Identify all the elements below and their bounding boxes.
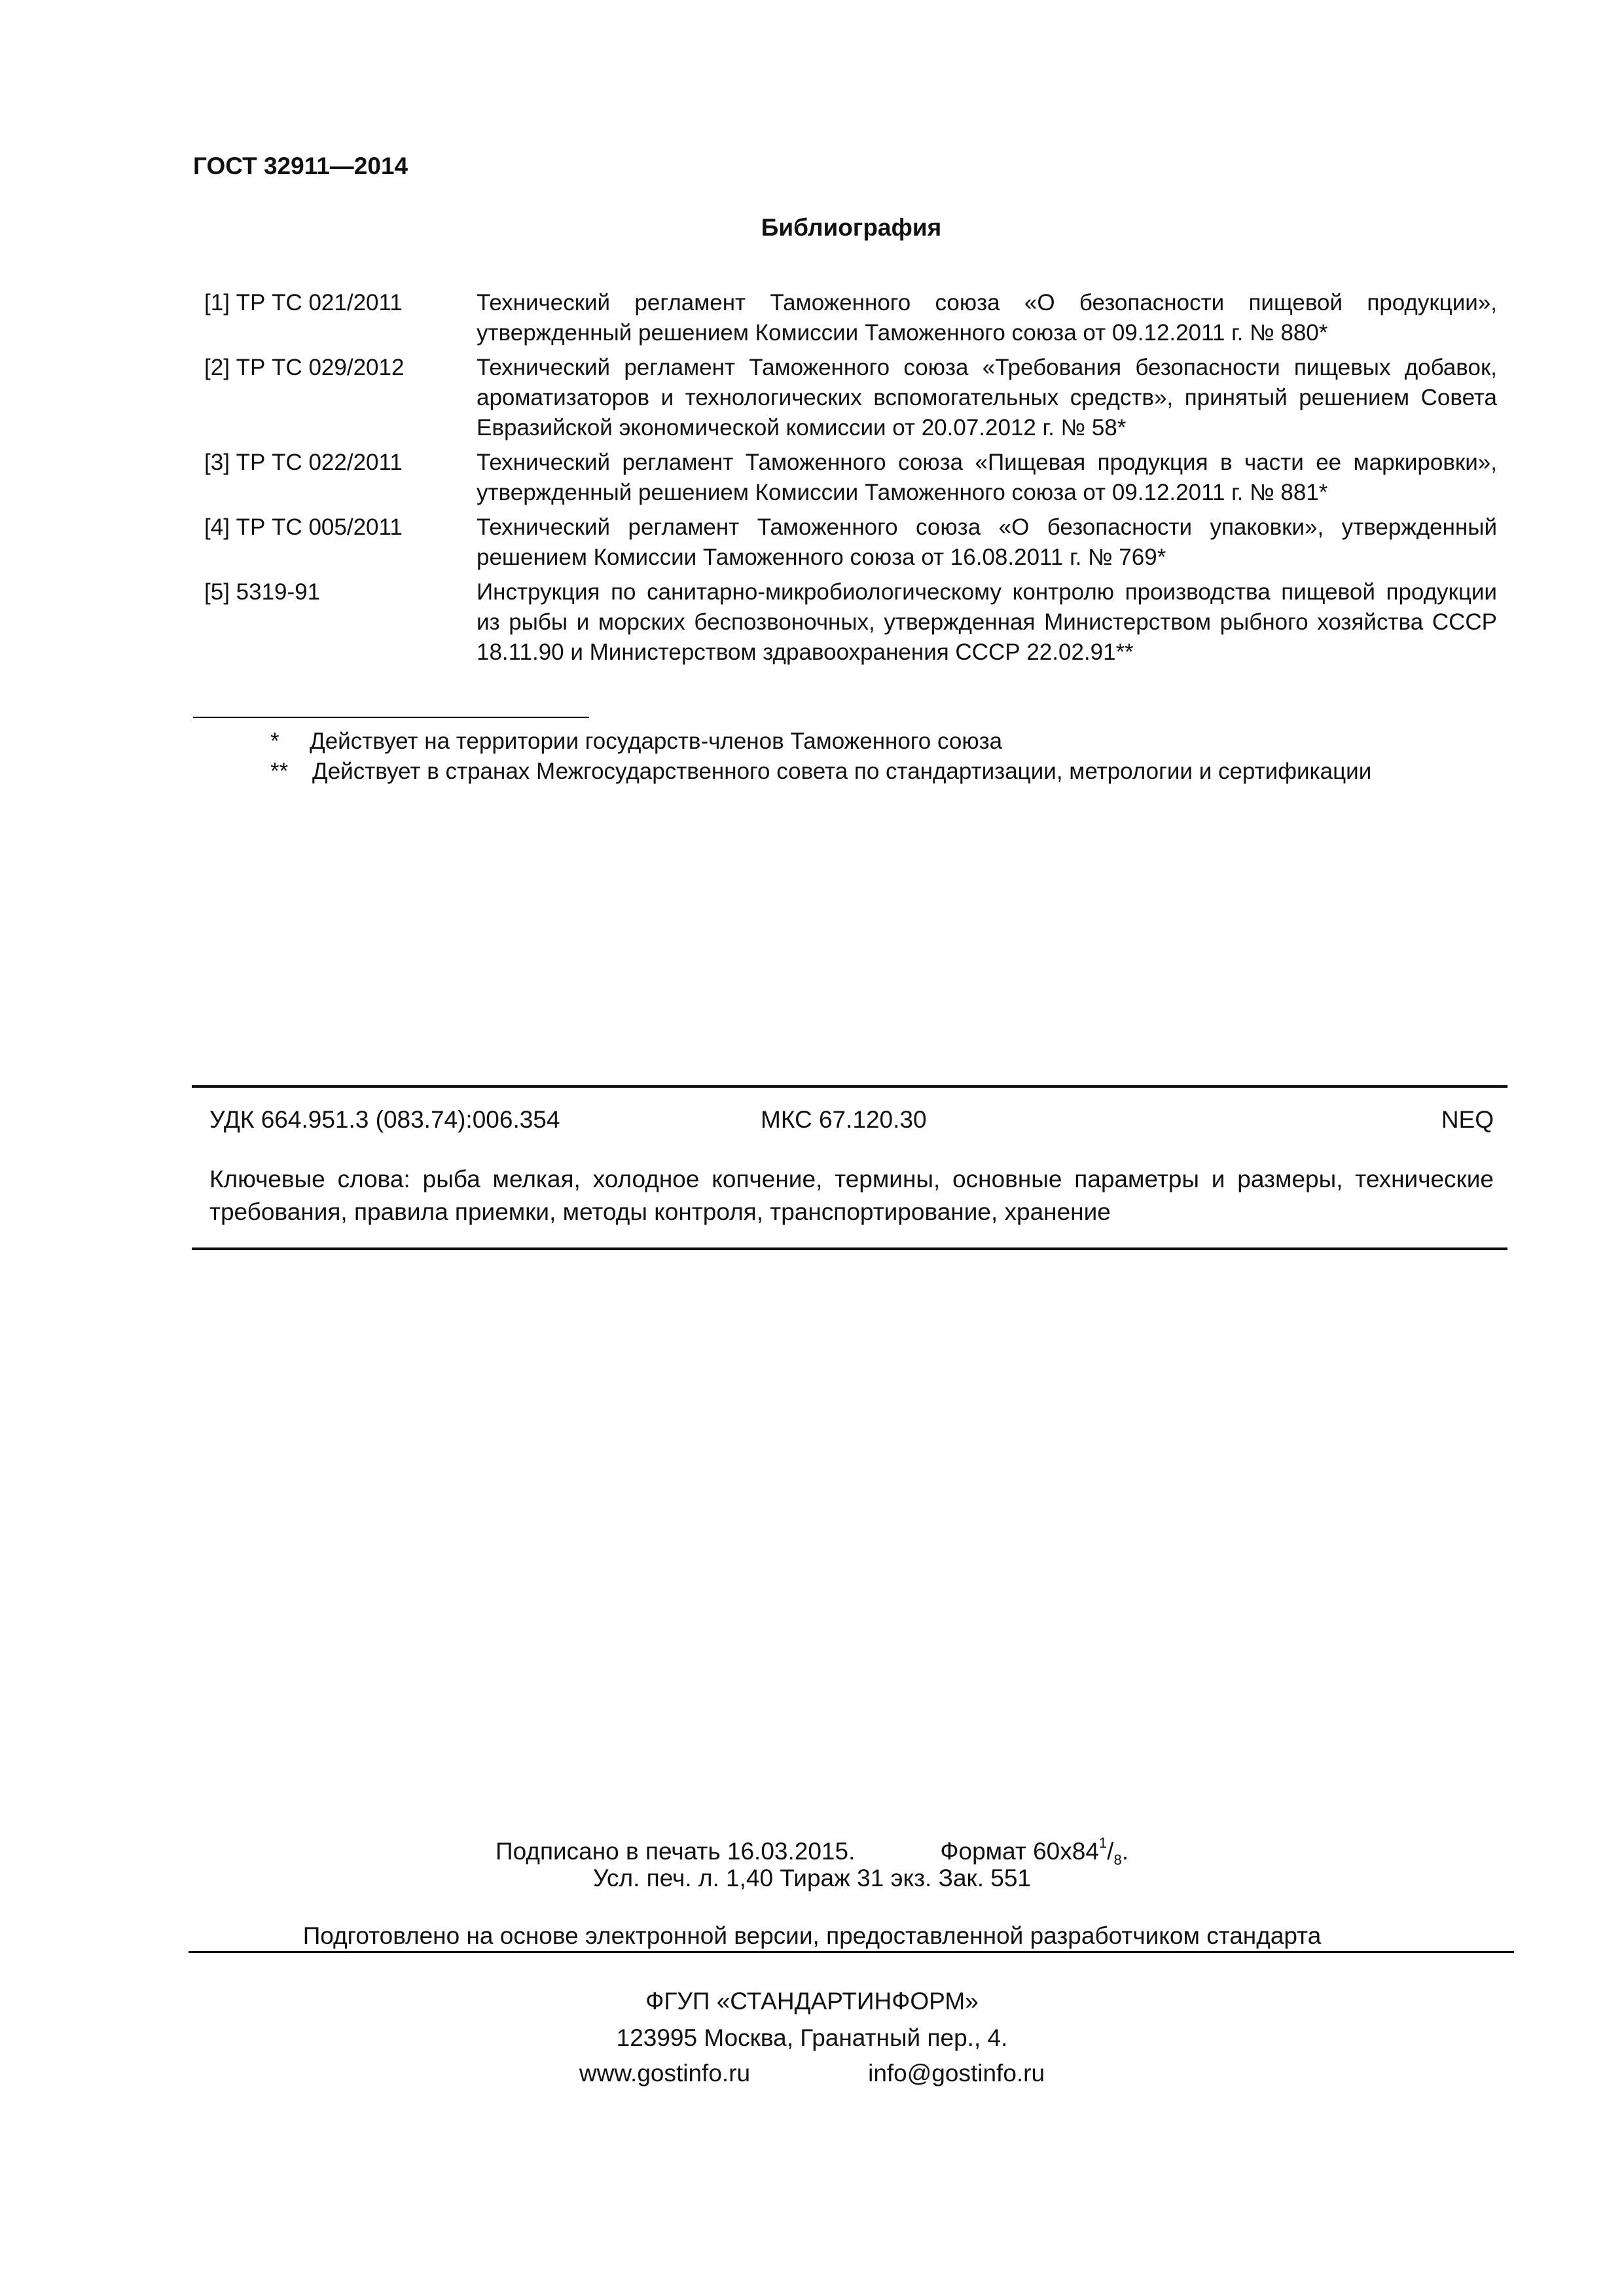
entry-ref: [5] 5319-91 [204,579,321,605]
signed-date: Подписано в печать 16.03.2015. [496,1838,856,1865]
bibliography-entry [204,288,1497,348]
format-denominator: 8 [1113,1852,1122,1868]
format-label: Формат 60x84 [940,1838,1099,1865]
email-link[interactable]: info@gostinfo.ru [868,2060,1045,2087]
bibliography-title: Библиография [761,214,942,241]
format-numerator: 1 [1098,1835,1108,1851]
prepared-note: Подготовлено на основе электронной версии, предоставленной разработчиком стандарта [302,1922,1322,1949]
entry-ref: [3] ТР ТС 022/2011 [204,450,403,475]
entry-ref: [2] ТР ТС 029/2012 [204,355,405,380]
publisher-contacts [0,2055,1624,2091]
bibliography-entry [204,448,1497,508]
footnote-divider [193,717,589,718]
classification-bottom-rule [192,1247,1507,1250]
footnote-text: Действует в странах Межгосударственного совета по стандартизации, метрологии и сертификации [312,759,1372,784]
footnotes [270,726,1371,787]
bibliography-entry [204,353,1497,443]
entry-text: Технический регламент Таможенного союза «О безопасности пищевой продукции», утвержденный решением Комиссии Таможенного союза от 09.12.2011 г. № 880* [477,290,1497,346]
website-link[interactable]: www.gostinfo.ru [579,2060,751,2087]
keywords: Ключевые слова: рыба мелкая, холодное копчение, термины, основные параметры и размеры, технические требования, правила приемки, методы контроля, транспортирование, хранение [209,1166,1494,1225]
udk-code: УДК 664.951.3 (083.74):006.354 [209,1106,560,1133]
entry-text: Технический регламент Таможенного союза «Пищевая продукция в части ее маркировки», утвержденный решением Комиссии Таможенного союза от 09.12.2011 г. № 881* [477,450,1497,505]
bibliography-entry [204,577,1497,668]
footnote-text: Действует на территории государств-членов Таможенного союза [310,728,1003,754]
imprint-rule [189,1951,1514,1953]
bibliography-entry [204,512,1497,573]
publisher-address: 123995 Москва, Гранатный пер., 4. [616,2024,1008,2051]
footnote-mark: * [270,728,280,754]
entry-text: Технический регламент Таможенного союза «Требования безопасности пищевых добавок, ароматизаторов и технологических вспомогательных средств», принятый решением Совета Евразийской экономической комиссии от 20.07.2012 г. № 58* [477,355,1497,440]
document-header: ГОСТ 32911—2014 [193,152,408,179]
footnote-mark: ** [270,759,289,784]
publisher-name: ФГУП «СТАНДАРТИНФОРМ» [645,1988,979,2015]
footnote [270,757,1371,787]
entry-text: Инструкция по санитарно-микробиологическому контролю производства пищевой продукции из рыбы и морских беспозвоночных, утвержденная Министерством рыбного хозяйства СССР 18.11.90 и Министерством здравоохранения СССР 22.02.91** [477,579,1497,665]
footnote [270,726,1371,757]
bibliography-list [204,288,1497,672]
entry-text: Технический регламент Таможенного союза «О безопасности упаковки», утвержденный решением Комиссии Таможенного союза от 16.08.2011 г. № 769* [477,514,1497,570]
print-info: Усл. печ. л. 1,40 Тираж 31 экз. Зак. 551 [592,1865,1032,1892]
entry-ref: [4] ТР ТС 005/2011 [204,514,403,540]
print-signed-line: Подписано в печать 16.03.2015. Формат $60x84^1/_8$. [496,1835,1128,1868]
mks-code: МКС 67.120.30 [761,1106,927,1133]
classification-top-rule [192,1085,1507,1088]
neq-label: NEQ [1441,1106,1494,1133]
entry-ref: [1] ТР ТС 021/2011 [204,290,403,315]
